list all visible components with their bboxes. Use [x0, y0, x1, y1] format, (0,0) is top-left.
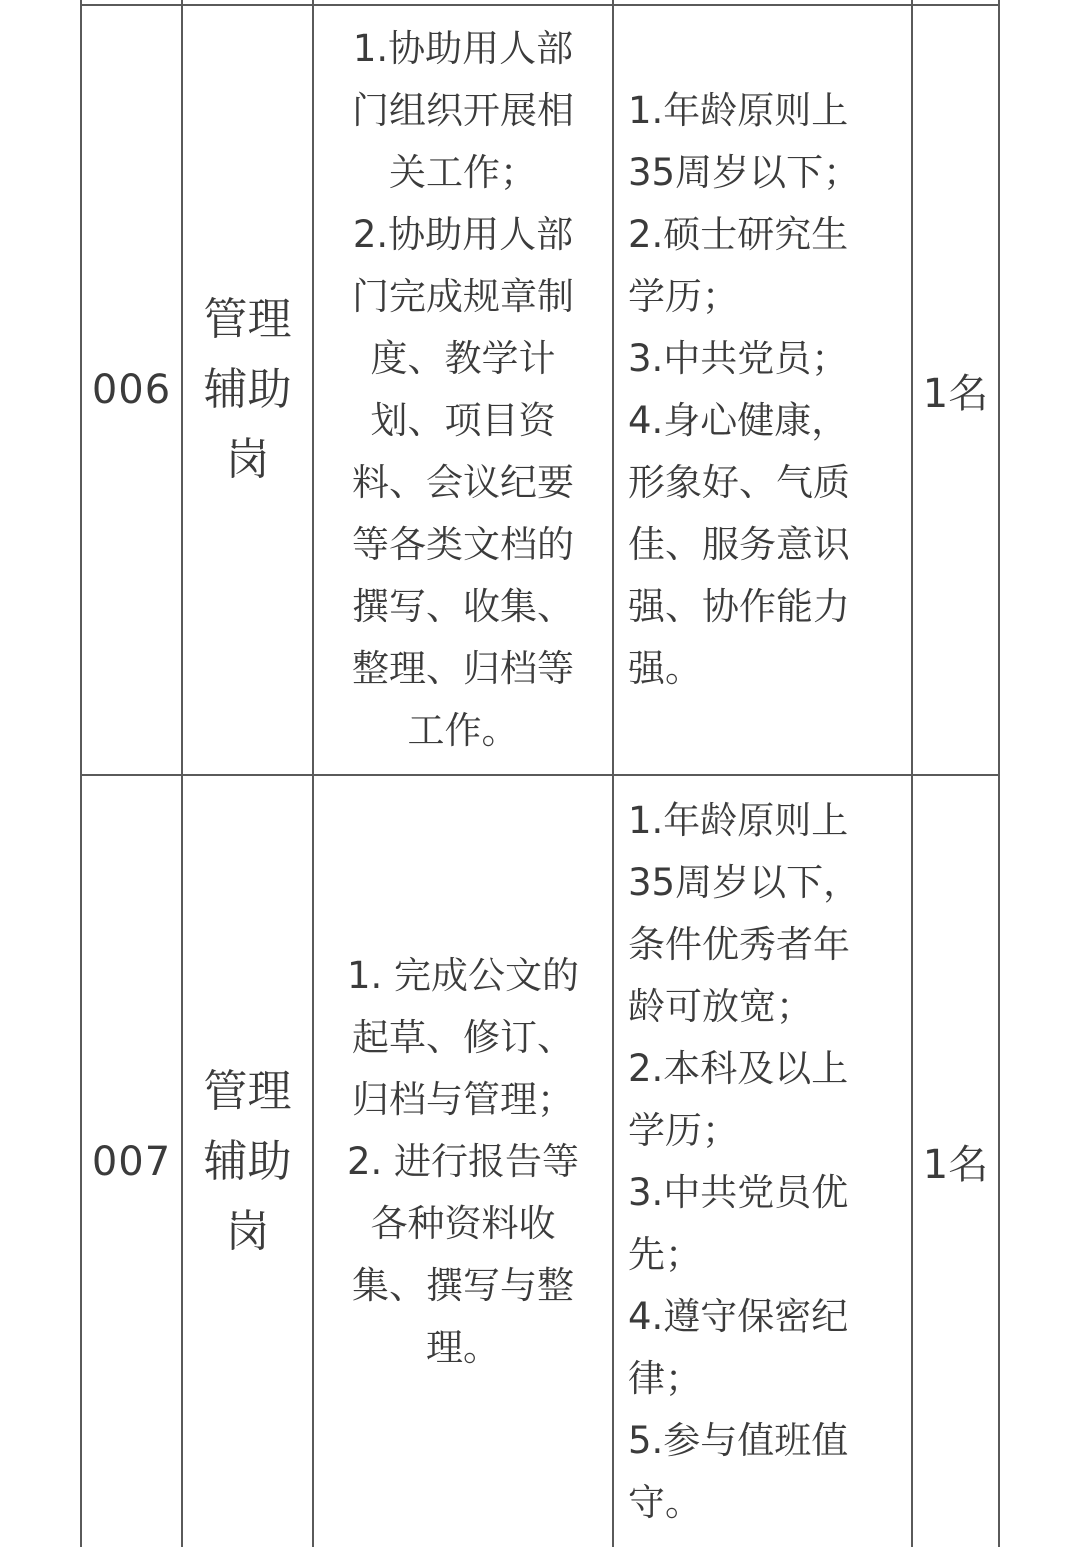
duties-cell: [314, 6, 612, 774]
position-title: 管理辅助岗: [203, 294, 292, 485]
code-cell: [82, 776, 181, 1547]
requirements-cell: [614, 6, 911, 774]
post-cell: [183, 6, 312, 774]
count-cell: [913, 6, 998, 774]
position-code: 006: [91, 367, 172, 413]
position-title: 管理辅助岗: [203, 1065, 292, 1257]
position-code: 007: [91, 1138, 172, 1185]
duties-cell: [314, 776, 612, 1547]
position-requirements: 1.年龄原则上 35周岁以下， 条件优秀者年 龄可放宽； 2.本科及以上 学历； 3.中共党员优 先； 4.遵守保密纪 律； 5.参与值班值 守。: [628, 798, 861, 1524]
code-cell: [82, 6, 181, 774]
count-cell: [913, 776, 998, 1547]
position-requirements: 1.年龄原则上 35周岁以下； 2.硕士研究生 学历； 3.中共党员； 4.身心健康， 形象好、气质 佳、服务意识 强、协作能力 强。: [628, 89, 861, 690]
position-duties: 1.协助用人部 门组织开展相 关工作； 2.协助用人部 门完成规章制 度、教学计 划、项目资 料、会议纪要 等各类文档的 撰写、收集、 整理、归档等 工作。: [352, 27, 574, 752]
headcount: 1名: [922, 1142, 989, 1188]
headcount: 1名: [922, 370, 989, 417]
requirements-cell: [614, 776, 911, 1547]
post-cell: [183, 776, 312, 1547]
position-duties: 1. 完成公文的 起草、修订、 归档与管理； 2. 进行报告等 各种资料收 集、撰写与整 理。: [346, 953, 580, 1369]
